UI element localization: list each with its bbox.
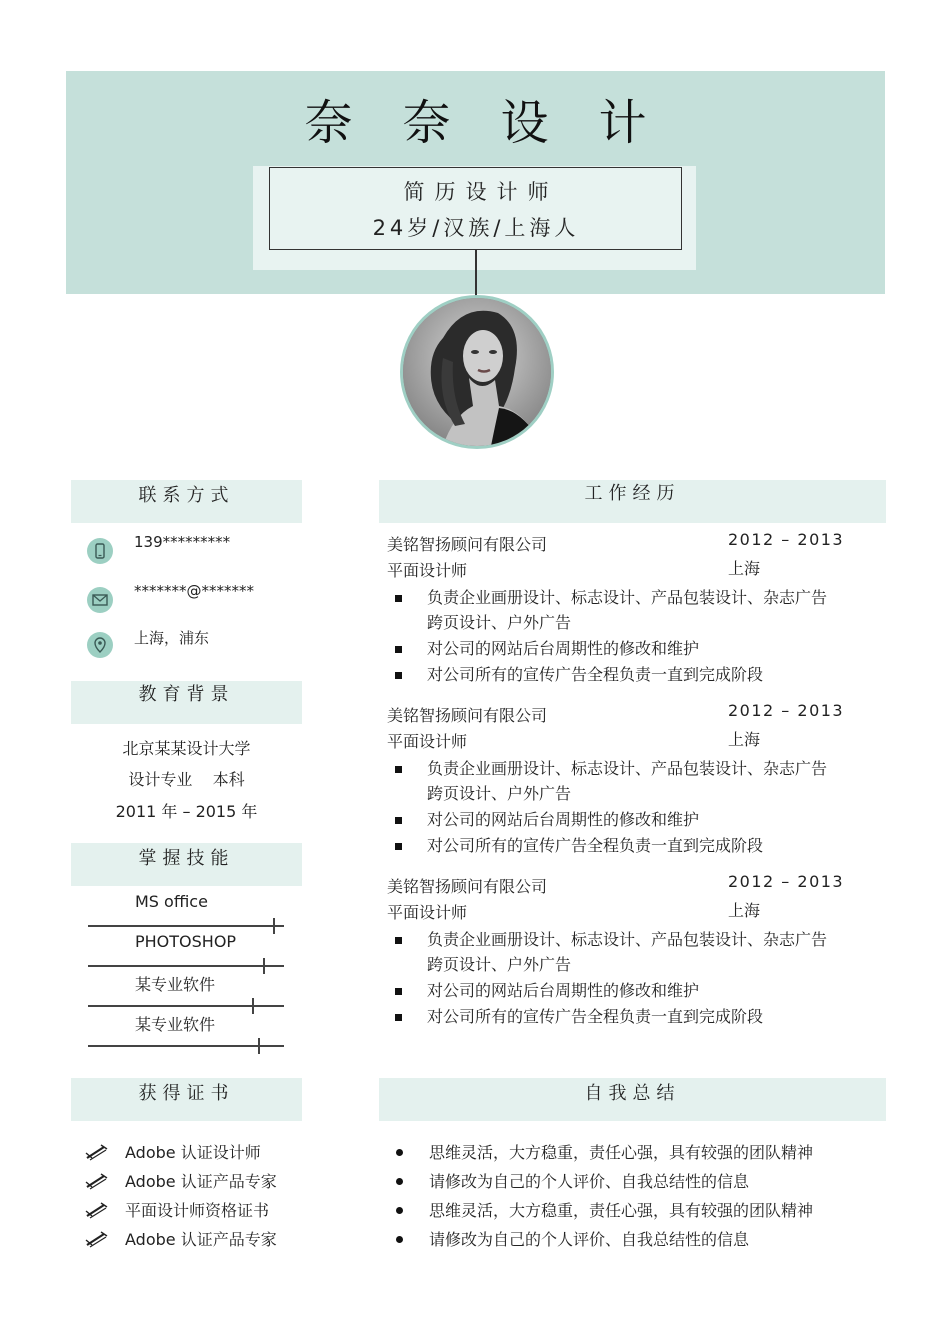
mail-icon <box>87 587 113 613</box>
skill-label: 某专业软件 <box>135 1015 216 1034</box>
education-major: 设计专业 本科 <box>128 770 245 789</box>
contact-heading: 联系方式 <box>71 480 302 523</box>
job-city: 上海 <box>728 730 761 749</box>
location-icon <box>87 632 113 658</box>
contact-phone: 139********* <box>134 533 231 551</box>
job-duty: 对公司所有的宣传广告全程负责一直到完成阶段 <box>427 665 764 684</box>
job-company: 美铭智扬顾问有限公司 <box>387 877 548 896</box>
summary-heading: 自我总结 <box>379 1078 886 1121</box>
phone-icon <box>87 538 113 564</box>
bullet-dot <box>396 1207 403 1214</box>
skills-list <box>88 892 288 1062</box>
work-heading: 工作经历 <box>379 480 886 523</box>
job-subtitle: 简历设计师 <box>403 180 559 204</box>
diploma-icon <box>84 1231 110 1249</box>
skill-label: MS office <box>135 892 208 911</box>
certificate-item: 平面设计师资格证书 <box>125 1201 270 1220</box>
bullet-dot <box>396 1178 403 1185</box>
bullet-square <box>395 672 402 679</box>
job-duty: 对公司的网站后台周期性的修改和维护 <box>427 981 700 1000</box>
education-period: 2011 年 – 2015 年 <box>115 802 258 821</box>
bullet-square <box>395 988 402 995</box>
skill-label: PHOTOSHOP <box>135 932 237 951</box>
education-school: 北京某某设计大学 <box>122 739 251 758</box>
job-duty: 对公司的网站后台周期性的修改和维护 <box>427 639 700 658</box>
job-duty: 负责企业画册设计、标志设计、产品包装设计、杂志广告跨页设计、户外广告 <box>427 759 828 803</box>
contact-email: *******@******* <box>134 582 254 600</box>
job-title: 平面设计师 <box>387 561 468 580</box>
work-list <box>387 532 867 1042</box>
profile-photo <box>400 295 554 449</box>
job-company: 美铭智扬顾问有限公司 <box>387 535 548 554</box>
job-city: 上海 <box>728 901 761 920</box>
certificate-item: Adobe 认证产品专家 <box>125 1230 277 1249</box>
job-duty: 负责企业画册设计、标志设计、产品包装设计、杂志广告跨页设计、户外广告 <box>427 588 828 632</box>
bullet-square <box>395 937 402 944</box>
summary-item: 思维灵活，大方稳重，责任心强，具有较强的团队精神 <box>429 1201 814 1220</box>
summary-item: 思维灵活，大方稳重，责任心强，具有较强的团队精神 <box>429 1143 814 1162</box>
summary-item: 请修改为自己的个人评价、自我总结性的信息 <box>429 1172 750 1191</box>
skill-level-marker <box>258 1038 260 1054</box>
diploma-icon <box>84 1144 110 1162</box>
skill-level-marker <box>263 958 265 974</box>
connector-line <box>475 250 477 296</box>
portrait-illustration <box>403 298 551 446</box>
job-years: 2012 – 2013 <box>728 530 845 549</box>
summary-item: 请修改为自己的个人评价、自我总结性的信息 <box>429 1230 750 1249</box>
job-company: 美铭智扬顾问有限公司 <box>387 706 548 725</box>
skill-level-marker <box>273 918 275 934</box>
certificates-heading: 获得证书 <box>71 1078 302 1121</box>
job-years: 2012 – 2013 <box>728 701 845 720</box>
skill-track <box>88 925 284 927</box>
bullet-square <box>395 595 402 602</box>
skill-track <box>88 1005 284 1007</box>
bullet-square <box>395 817 402 824</box>
personal-meta: 24岁/汉族/上海人 <box>372 216 580 240</box>
job-duty: 对公司所有的宣传广告全程负责一直到完成阶段 <box>427 836 764 855</box>
job-years: 2012 – 2013 <box>728 872 845 891</box>
diploma-icon <box>84 1202 110 1220</box>
bullet-square <box>395 1014 402 1021</box>
skill-track <box>88 1045 284 1047</box>
resume-name: 奈奈设计 <box>304 95 697 151</box>
job-title: 平面设计师 <box>387 732 468 751</box>
summary-list <box>396 1140 876 1260</box>
bullet-square <box>395 843 402 850</box>
certificate-item: Adobe 认证产品专家 <box>125 1172 277 1191</box>
certificate-item: Adobe 认证设计师 <box>125 1143 261 1162</box>
skill-label: 某专业软件 <box>135 975 216 994</box>
diploma-icon <box>84 1173 110 1191</box>
certificates-list <box>84 1140 304 1260</box>
skill-track <box>88 965 284 967</box>
education-heading: 教育背景 <box>71 681 302 724</box>
job-city: 上海 <box>728 559 761 578</box>
skill-level-marker <box>252 998 254 1014</box>
bullet-dot <box>396 1149 403 1156</box>
job-duty: 负责企业画册设计、标志设计、产品包装设计、杂志广告跨页设计、户外广告 <box>427 930 828 974</box>
job-duty: 对公司的网站后台周期性的修改和维护 <box>427 810 700 829</box>
job-duty: 对公司所有的宣传广告全程负责一直到完成阶段 <box>427 1007 764 1026</box>
job-title: 平面设计师 <box>387 903 468 922</box>
contact-address: 上海，浦东 <box>134 629 210 647</box>
bullet-dot <box>396 1236 403 1243</box>
bullet-square <box>395 766 402 773</box>
bullet-square <box>395 646 402 653</box>
skills-heading: 掌握技能 <box>71 843 302 886</box>
